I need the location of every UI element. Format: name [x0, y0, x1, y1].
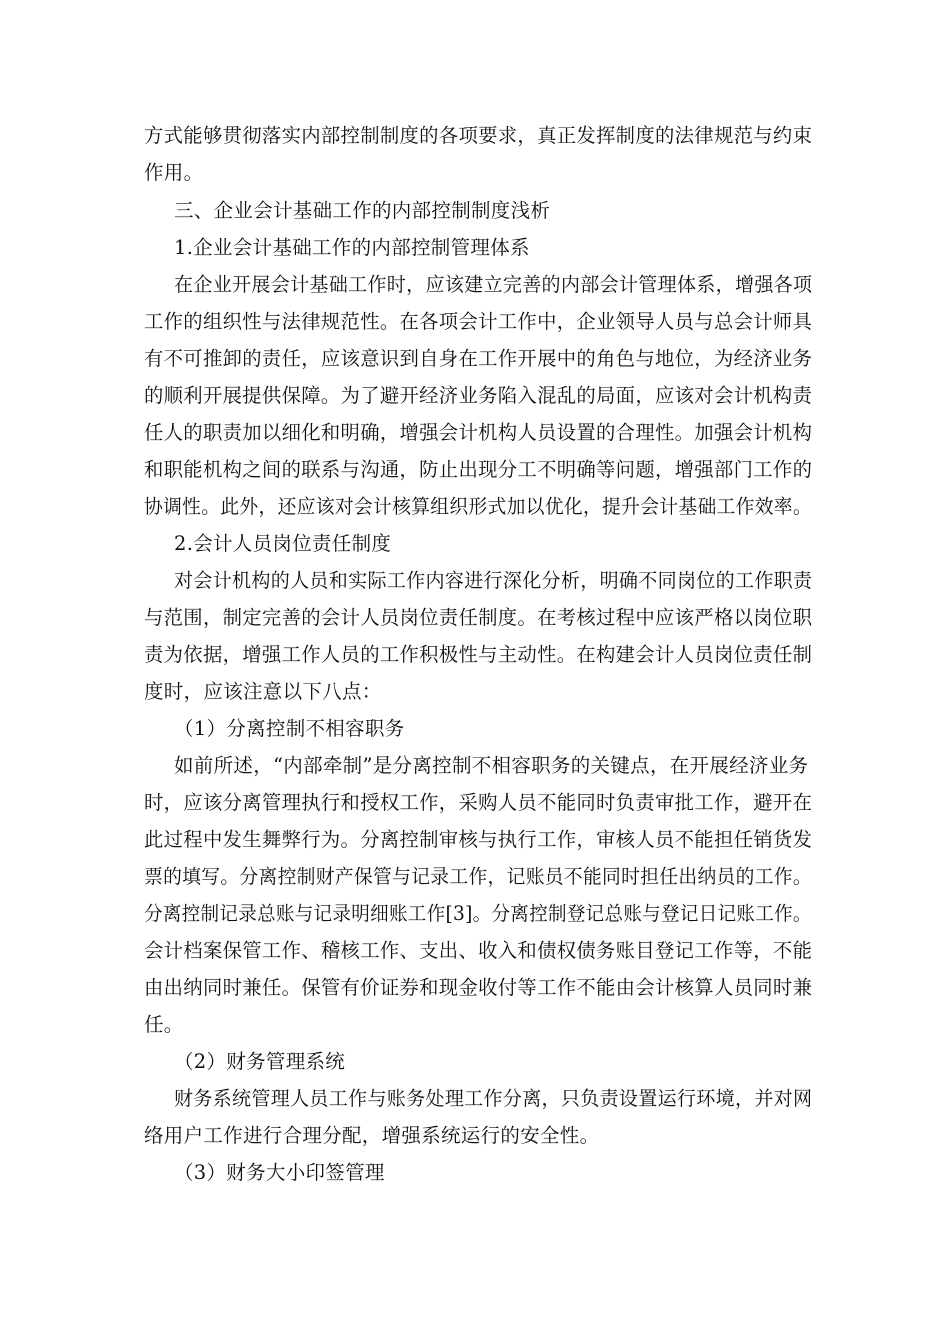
paragraph-line: 时，应该分离管理执行和授权工作，采购人员不能同时负责审批工作，避开在 [144, 791, 813, 814]
paragraph-line: 度时，应该注意以下八点： [144, 680, 382, 703]
item-heading: （2）财务管理系统 [174, 1050, 346, 1073]
subsection-heading: 1.企业会计基础工作的内部控制管理体系 [174, 236, 530, 259]
paragraph-line: 方式能够贯彻落实内部控制制度的各项要求，真正发挥制度的法律规范与约束 [144, 124, 813, 147]
paragraph-line: 的顺利开展提供保障。为了避开经济业务陷入混乱的局面，应该对会计机构责 [144, 384, 813, 407]
paragraph-line: 责为依据，增强工作人员的工作积极性与主动性。在构建会计人员岗位责任制 [144, 643, 813, 666]
subsection-heading: 2.会计人员岗位责任制度 [174, 532, 392, 555]
paragraph-line: 由出纳同时兼任。保管有价证券和现金收付等工作不能由会计核算人员同时兼 [144, 976, 813, 999]
paragraph-line: 与范围，制定完善的会计人员岗位责任制度。在考核过程中应该严格以岗位职 [144, 606, 813, 629]
section-heading: 三、企业会计基础工作的内部控制制度浅析 [174, 199, 551, 222]
paragraph-line: 作用。 [144, 161, 204, 184]
paragraph-line: 票的填写。分离控制财产保管与记录工作，记账员不能同时担任出纳员的工作。 [144, 865, 812, 888]
paragraph-line: 任。 [144, 1013, 184, 1036]
paragraph-line: 协调性。此外，还应该对会计核算组织形式加以优化，提升会计基础工作效率。 [144, 495, 812, 518]
item-heading: （1）分离控制不相容职务 [174, 717, 405, 740]
item-heading: （3）财务大小印签管理 [174, 1161, 385, 1184]
paragraph-line: 会计档案保管工作、稽核工作、支出、收入和债权债务账目登记工作等，不能 [144, 939, 813, 962]
paragraph-line: 络用户工作进行合理分配，增强系统运行的安全性。 [144, 1124, 600, 1147]
paragraph-line: 和职能机构之间的联系与沟通，防止出现分工不明确等问题，增强部门工作的 [144, 458, 813, 481]
paragraph-line: 在企业开展会计基础工作时，应该建立完善的内部会计管理体系，增强各项 [174, 273, 813, 296]
paragraph-line: 有不可推卸的责任，应该意识到自身在工作开展中的角色与地位，为经济业务 [144, 347, 813, 370]
paragraph-line: 分离控制记录总账与记录明细账工作[3]。分离控制登记总账与登记日记账工作。 [144, 902, 812, 925]
paragraph-line: 此过程中发生舞弊行为。分离控制审核与执行工作，审核人员不能担任销货发 [144, 828, 813, 851]
paragraph-line: 如前所述，“内部牵制”是分离控制不相容职务的关键点，在开展经济业务 [174, 754, 809, 777]
paragraph-line: 工作的组织性与法律规范性。在各项会计工作中，企业领导人员与总会计师具 [144, 310, 813, 333]
paragraph-line: 对会计机构的人员和实际工作内容进行深化分析，明确不同岗位的工作职责 [174, 569, 813, 592]
paragraph-line: 任人的职责加以细化和明确，增强会计机构人员设置的合理性。加强会计机构 [144, 421, 813, 444]
paragraph-line: 财务系统管理人员工作与账务处理工作分离，只负责设置运行环境，并对网 [174, 1087, 813, 1110]
